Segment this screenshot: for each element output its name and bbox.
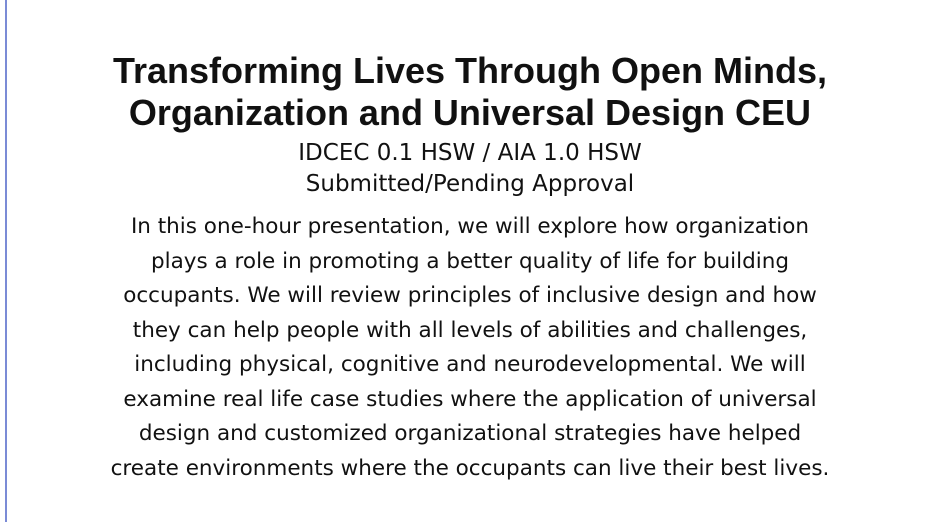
course-description	[0, 210, 928, 486]
description-line-7: design and customized organizational strategies have helped	[138, 421, 802, 446]
description-line-6: examine real life case studies where the application of universal	[123, 386, 817, 412]
approval-status: Submitted/Pending Approval	[305, 171, 635, 197]
description-line-1: In this one-hour presentation, we will explore how organization	[130, 214, 810, 239]
description-line-5: including physical, cognitive and neurodevelopmental. We will	[134, 352, 806, 377]
credit-hours: IDCEC 0.1 HSW / AIA 1.0 HSW	[298, 140, 642, 166]
description-line-8: create environments where the occupants can live their best lives.	[110, 455, 830, 481]
accreditation-info	[0, 138, 928, 200]
course-title-line-1: Transforming Lives Through Open Minds,	[112, 50, 828, 91]
course-title-line-2: Organization and Universal Design CEU	[128, 92, 812, 133]
content-block	[0, 50, 928, 486]
description-line-2: plays a role in promoting a better quality of life for building	[150, 248, 789, 274]
description-line-3: occupants. We will review principles of inclusive design and how	[123, 283, 817, 308]
course-title	[0, 50, 928, 134]
description-line-4: they can help people with all levels of abilities and challenges,	[132, 317, 808, 343]
